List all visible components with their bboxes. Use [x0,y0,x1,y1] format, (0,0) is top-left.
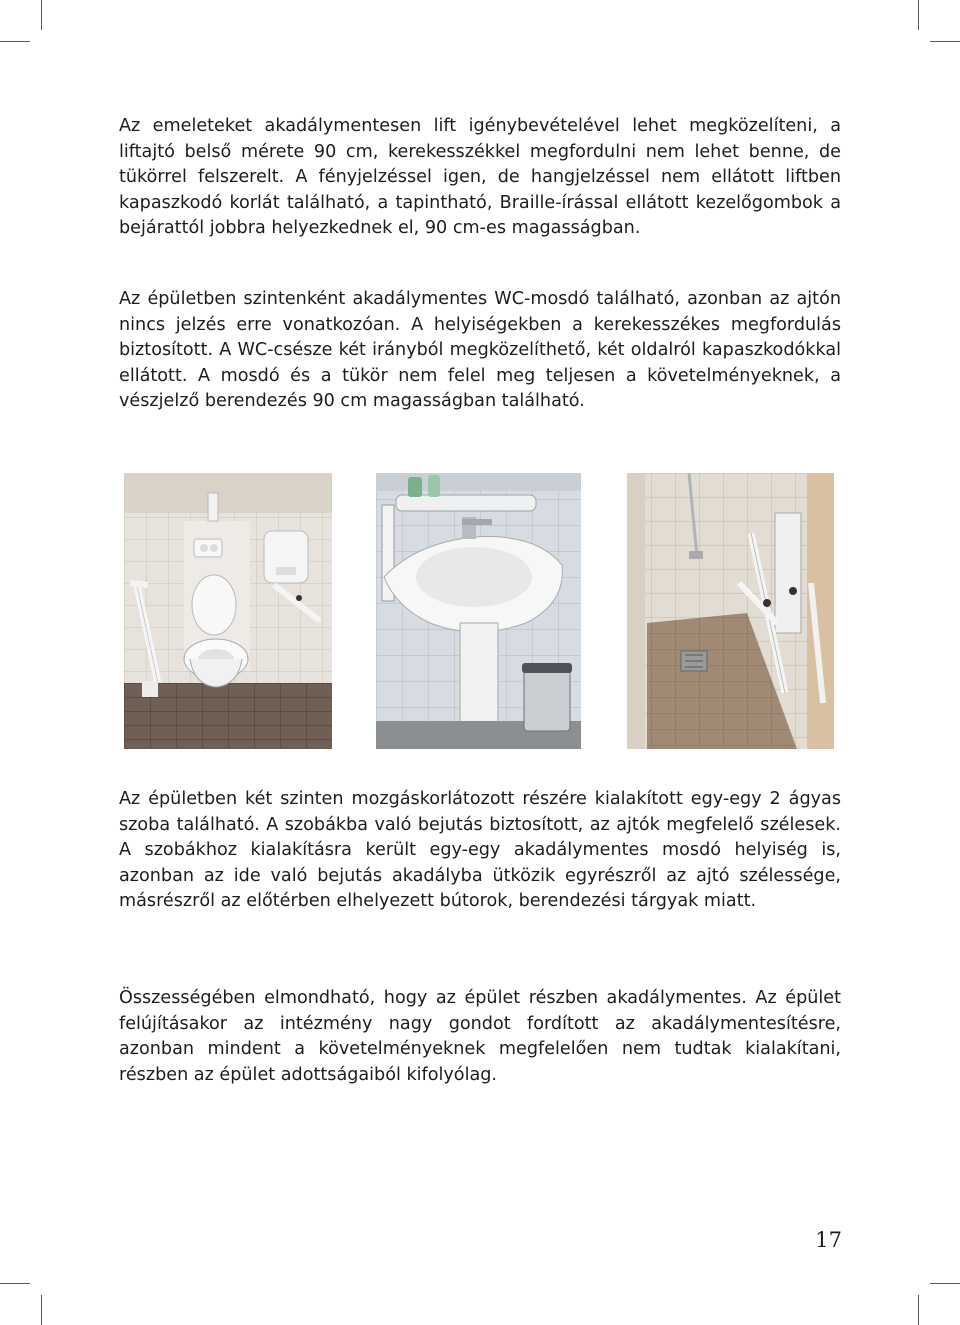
crop-mark-top-right-v [918,0,919,30]
crop-mark-top-left-v [41,0,42,30]
crop-mark-bottom-left-h [0,1283,30,1284]
toilet-photo [124,473,332,749]
paragraph-elevator [119,114,841,242]
paragraph-elevator-text: Az emeleteket akadálymentesen lift igénybevételével lehet megközelíteni, a liftajtó belső mérete 90 cm, kerekesszékkel megfordulni nem lehet benne, de tükörrel felszerelt. A fényjelzéssel igen, de hangjelzéssel nem ellátott liftben kapaszkodó korlát található, a tapintható, Braille-írással ellátott kezelőgombok a bejárattól jobbra helyezkednek el, 90 cm-es magasságban. [119,116,841,239]
paragraph-summary [119,986,841,1088]
crop-mark-bottom-right-h [930,1283,960,1284]
paragraph-rooms-text: Az épületben két szinten mozgáskorlátozott részére kialakított egy-egy 2 ágyas szoba található. A szobákba való bejutás biztosított, az ajtók megfelelő szélesek. A szobákhoz kialakításra került egy-egy akadálymentes mosdó helyiség is, azonban az ide való bejutás akadályba ütközik egyrészről az ajtó szélessége, másrészről az előtérben elhelyezett bútorok, berendezési tárgyak miatt. [119,789,841,912]
paragraph-rooms [119,787,841,915]
paragraph-wc [119,287,841,415]
paragraph-summary-text: Összességében elmondható, hogy az épület részben akadálymentes. Az épület felújításakor az intézmény nagy gondot fordított az akadálymentesítésre, azonban mindent a követelményeknek megfelelően nem tudtak kialakítani, részben az épület adottságaiból kifolyólag. [119,988,841,1085]
shower-photo [627,473,834,749]
sink-photo [376,473,581,749]
crop-mark-top-left-h [0,41,30,42]
crop-mark-top-right-h [930,41,960,42]
crop-mark-bottom-right-v [918,1295,919,1325]
crop-mark-bottom-left-v [41,1295,42,1325]
page-number: 17 [815,1228,842,1252]
paragraph-wc-text: Az épületben szintenként akadálymentes WC-mosdó található, azonban az ajtón nincs jelzés erre vonatkozóan. A helyiségekben a kerekesszékes megfordulás biztosított. A WC-csésze két irányból megközelíthető, két oldalról kapaszkodókkal ellátott. A mosdó és a tükör nem felel meg teljesen a követelményeknek, a vészjelző berendezés 90 cm magasságban található. [119,289,841,412]
